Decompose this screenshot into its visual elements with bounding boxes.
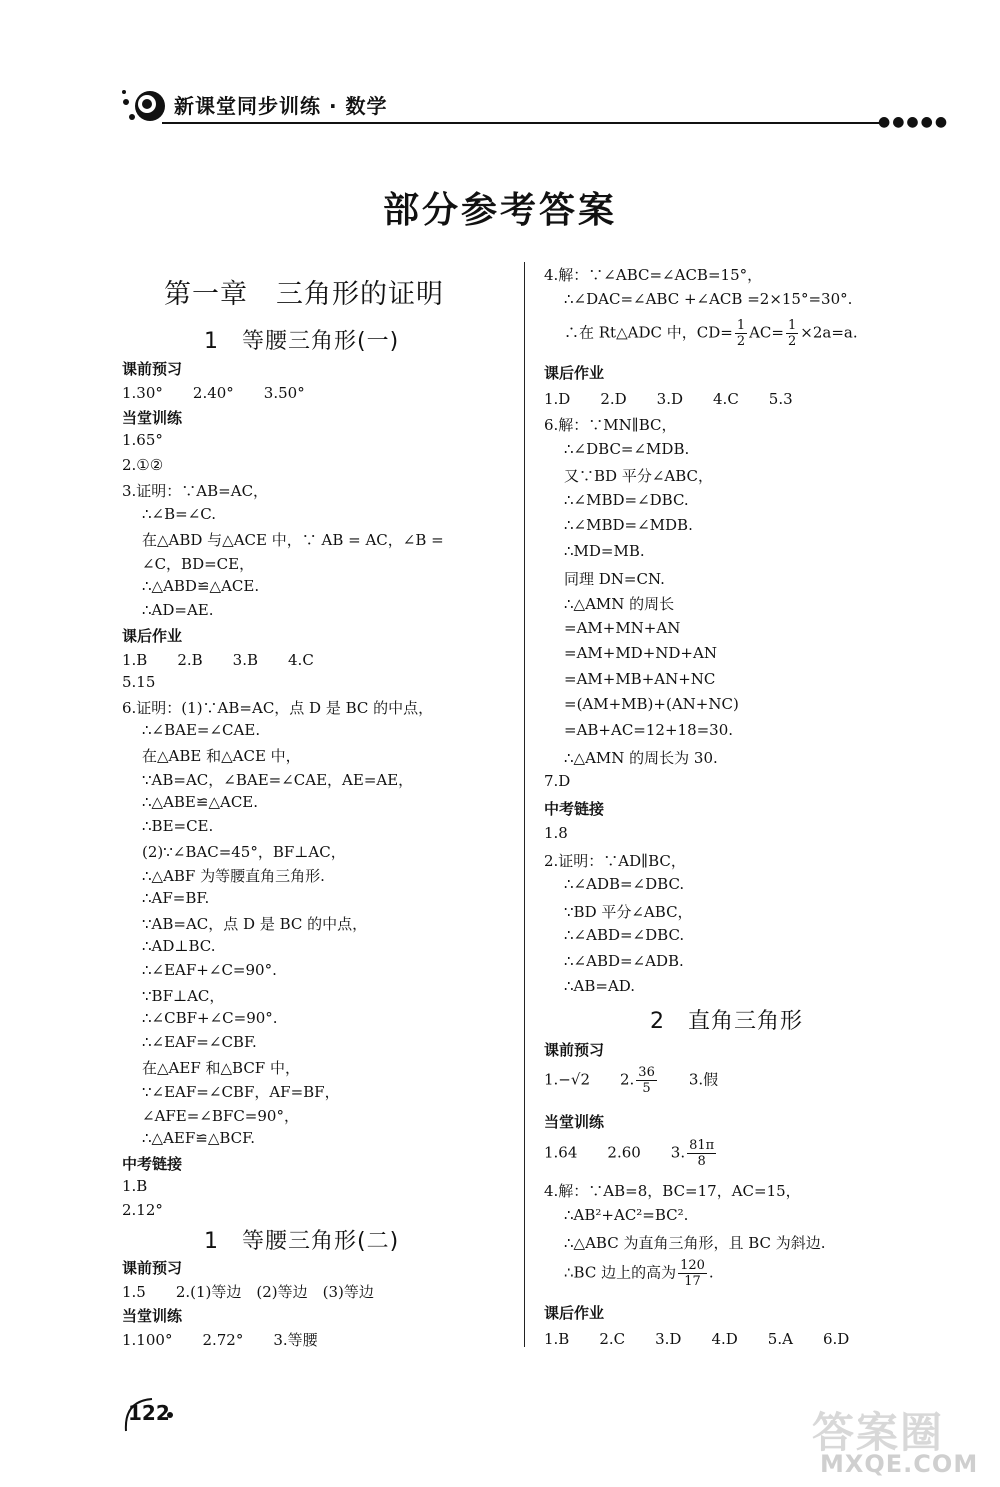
answer-line: ∴∠EAF+∠C=90°. [142, 961, 277, 979]
section-title: 2 直角三角形 [650, 1009, 803, 1034]
answer-line: ∴AF=BF. [142, 889, 210, 907]
header-title: 新课堂同步训练 · 数学 [174, 94, 388, 118]
text-run: 1.−√2 2. [544, 1070, 635, 1089]
answer-line: 又∵BD 平分∠ABC， [564, 467, 713, 485]
answer-line: ∵AB=AC，∠BAE=∠CAE，AE=AE， [142, 771, 414, 789]
answer-line: 2.①② [122, 456, 164, 474]
answer-line [544, 1138, 718, 1169]
answer-line: =AB+AC=12+18=30. [564, 721, 734, 739]
answer-line: 3.证明：∵AB=AC， [122, 482, 269, 500]
answer-line: =AM+MB+AN+NC [564, 670, 716, 688]
answer-line: ∴BE=CE. [142, 817, 214, 835]
fraction-numerator: 120 [680, 1258, 705, 1273]
answer-line: ∴△ABD≌△ACE. [142, 577, 260, 595]
text-run: ×2a=a. [800, 323, 858, 342]
fraction [636, 1065, 657, 1096]
answer-line: 7.D [544, 772, 571, 790]
answer-line: ∴MD=MB. [564, 542, 645, 560]
subheading: 当堂训练 [122, 409, 183, 427]
text-run: ∴在 Rt△ADC 中，CD= [564, 323, 733, 342]
answer-line: ∴∠MBD=∠MDB. [564, 516, 693, 534]
answer-line: =(AM+MB)+(AN+NC) [564, 695, 739, 713]
left-column [122, 262, 518, 1352]
answer-line: 6.解：∵MN∥BC， [544, 416, 677, 434]
answer-line: 1.5 2.(1)等边 (2)等边 (3)等边 [122, 1283, 374, 1301]
answer-line: ∴∠B=∠C. [142, 505, 216, 523]
subheading: 中考链接 [122, 1155, 183, 1173]
answer-line [564, 318, 858, 349]
answer-line: 4.解：∵AB=8，BC=17，AC=15， [544, 1182, 801, 1200]
header-rule [162, 122, 882, 124]
answer-line: ∵AB=AC，点 D 是 BC 的中点， [142, 915, 368, 933]
answer-line: 1.B 2.B 3.B 4.C [122, 651, 314, 669]
right-column [544, 262, 944, 1352]
answer-line: 1.B 2.C 3.D 4.D 5.A 6.D [544, 1330, 850, 1348]
watermark-text: 答案圈 [812, 1408, 945, 1457]
text-run: 3.假 [658, 1070, 719, 1089]
page-title: 部分参考答案 [382, 190, 617, 231]
answer-line: ∴△ABF 为等腰直角三角形. [142, 867, 325, 885]
subheading: 课后作业 [544, 1304, 605, 1322]
answer-line: (2)∵∠BAC=45°，BF⊥AC， [142, 843, 346, 861]
answer-line: 1.B [122, 1177, 148, 1195]
fraction-denominator: 2 [736, 334, 746, 349]
answer-line: 在△ABD 与△ACE 中，∵ AB = AC，∠B = [142, 531, 444, 549]
answer-line: ∴AD⊥BC. [142, 937, 216, 955]
answer-line: ∠C，BD=CE， [142, 555, 255, 573]
answer-line: 4.解：∵∠ABC=∠ACB=15°， [544, 266, 763, 284]
answer-line [544, 1065, 718, 1096]
answer-line: ∴△AMN 的周长 [564, 595, 675, 613]
fraction [735, 318, 747, 349]
subheading: 当堂训练 [122, 1307, 183, 1325]
answer-line: ∴∠ABD=∠DBC. [564, 926, 685, 944]
header-dots: ●●●●● [878, 114, 950, 130]
section-title: 1 等腰三角形(一) [204, 329, 400, 354]
answer-line: ∴△ABC 为直角三角形，且 BC 为斜边. [564, 1234, 826, 1252]
answer-line: ∴∠DAC=∠ABC +∠ACB =2×15°=30°. [564, 290, 853, 308]
answer-line: ∴∠BAE=∠CAE. [142, 721, 261, 739]
watermark [806, 1400, 996, 1482]
answer-line: ∴AB=AD. [564, 977, 636, 995]
answer-line: ∴△AEF≌△BCF. [142, 1129, 255, 1147]
answer-line: 2.证明：∵AD∥BC， [544, 852, 686, 870]
column-divider [524, 262, 525, 1347]
answer-line: 1.65° [122, 431, 163, 449]
answer-line: =AM+MN+AN [564, 619, 681, 637]
section-title: 1 等腰三角形(二) [204, 1229, 400, 1254]
fraction-numerator: 36 [638, 1065, 655, 1080]
page-number-label: 122 [128, 1401, 170, 1425]
fraction-denominator: 8 [697, 1154, 706, 1169]
fraction [687, 1138, 716, 1169]
answer-line: ∴∠DBC=∠MDB. [564, 440, 690, 458]
answer-line: ∴∠ADB=∠DBC. [564, 875, 685, 893]
subheading: 当堂训练 [544, 1113, 605, 1131]
chapter-title: 第一章 三角形的证明 [164, 279, 444, 310]
answer-line: 2.12° [122, 1201, 163, 1219]
fraction-denominator: 17 [684, 1274, 701, 1289]
page-header [118, 84, 950, 134]
answer-line: ∴∠MBD=∠DBC. [564, 491, 689, 509]
answer-line: 1.8 [544, 824, 568, 842]
text-run: AC= [749, 323, 784, 342]
answer-line: ∴∠EAF=∠CBF. [142, 1033, 257, 1051]
subheading: 课前预习 [122, 360, 183, 378]
answer-line [564, 1258, 714, 1289]
fraction-denominator: 5 [642, 1081, 651, 1096]
answer-line: ∵BF⊥AC， [142, 987, 225, 1005]
text-run: . [708, 1263, 714, 1282]
subheading: 课后作业 [122, 627, 183, 645]
answer-line: 在△ABE 和△ACE 中， [142, 747, 301, 765]
subheading: 中考链接 [544, 800, 605, 818]
answer-line: 1.30° 2.40° 3.50° [122, 384, 305, 402]
answer-line: ∴∠ABD=∠ADB. [564, 952, 684, 970]
page-number [122, 1395, 174, 1435]
answer-line: 6.证明：(1)∵AB=AC，点 D 是 BC 的中点， [122, 699, 434, 717]
answer-line: 1.D 2.D 3.D 4.C 5.3 [544, 390, 793, 408]
answer-line: ∴∠CBF+∠C=90°. [142, 1009, 278, 1027]
fraction-numerator: 1 [787, 318, 797, 333]
answer-line: ∴AD=AE. [142, 601, 214, 619]
fraction-numerator: 81π [689, 1138, 715, 1153]
answer-line: ∵∠EAF=∠CBF，AF=BF， [142, 1083, 340, 1101]
answer-line: ∴△AMN 的周长为 30. [564, 749, 718, 767]
answer-line: ∵BD 平分∠ABC， [564, 903, 693, 921]
answer-line: ∴AB²+AC²=BC². [564, 1206, 689, 1224]
answer-line: 5.15 [122, 673, 156, 691]
text-run: 1.64 2.60 3. [544, 1143, 686, 1162]
watermark-url: MXQE.COM [820, 1450, 979, 1478]
text-run: ∴BC 边上的高为 [564, 1263, 677, 1282]
fraction [786, 318, 798, 349]
fraction [678, 1258, 707, 1289]
fraction-numerator: 1 [736, 318, 746, 333]
answer-line: 同理 DN=CN. [564, 570, 665, 588]
answer-line: ∠AFE=∠BFC=90°， [142, 1107, 299, 1125]
answer-line: =AM+MD+ND+AN [564, 644, 717, 662]
answer-line: 在△AEF 和△BCF 中， [142, 1059, 300, 1077]
fraction-denominator: 2 [787, 334, 797, 349]
answer-line: 1.100° 2.72° 3.等腰 [122, 1331, 318, 1349]
subheading: 课前预习 [544, 1041, 605, 1059]
subheading: 课后作业 [544, 364, 605, 382]
subheading: 课前预习 [122, 1259, 183, 1277]
answer-line: ∴△ABE≌△ACE. [142, 793, 259, 811]
